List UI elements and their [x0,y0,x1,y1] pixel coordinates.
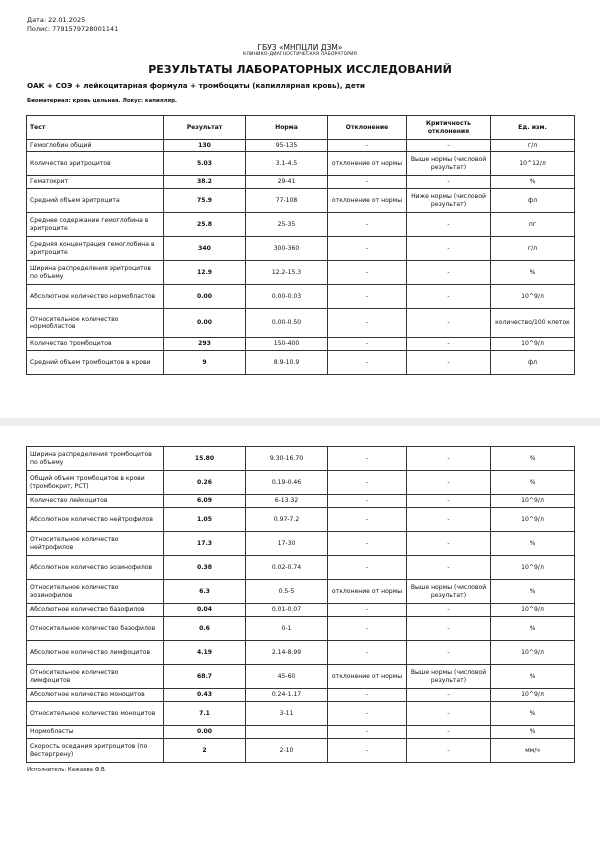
cell-test: Средний объем эритроцита [27,189,164,213]
cell-deviation: - [328,641,407,665]
cell-unit: 10^9/л [491,556,575,580]
table-row [27,447,575,471]
cell-deviation: отклонение от нормы [328,189,407,213]
cell-test: Количество лейкоцитов [27,495,164,508]
page-title: РЕЗУЛЬТАТЫ ЛАБОРАТОРНЫХ ИССЛЕДОВАНИЙ [148,63,452,76]
cell-unit: % [491,176,575,189]
cell-critical: - [407,338,491,351]
cell-result: 0.38 [164,556,246,580]
results-body-page-2 [27,447,575,763]
cell-result: 2 [164,739,246,763]
cell-unit: г/л [491,140,575,152]
cell-deviation: - [328,702,407,726]
table-row [27,176,575,189]
cell-critical: - [407,495,491,508]
cell-critical: - [407,447,491,471]
table-row [27,213,575,237]
cell-critical: - [407,532,491,556]
cell-deviation: - [328,261,407,285]
cell-norm: 8.9-10.9 [246,351,328,375]
biomaterial-info: Биоматериал: кровь цельная. Локус: капилляр. [27,98,177,104]
cell-result: 75.9 [164,189,246,213]
cell-critical: - [407,140,491,152]
col-header-critical: Критичность отклонения [407,116,491,140]
table-header-row [27,116,575,140]
cell-test: Относительное количество базофилов [27,617,164,641]
table-row [27,641,575,665]
cell-unit: % [491,471,575,495]
cell-test: Относительное количество эозинофилов [27,580,164,604]
cell-test: Скорость оседания эритроцитов (по Вестергрену) [27,739,164,763]
col-header-deviation: Отклонение [328,116,407,140]
cell-result: 15.80 [164,447,246,471]
cell-test: Ширина распределения тромбоцитов по объему [27,447,164,471]
cell-result: 0.6 [164,617,246,641]
cell-norm: 25-35 [246,213,328,237]
cell-norm: 77-108 [246,189,328,213]
cell-critical: - [407,641,491,665]
cell-result: 0.00 [164,309,246,338]
cell-norm: 3-11 [246,702,328,726]
cell-result: 0.26 [164,471,246,495]
table-row [27,508,575,532]
cell-test: Абсолютное количество нормобластов [27,285,164,309]
cell-unit: 10^9/л [491,495,575,508]
cell-unit: 10^9/л [491,285,575,309]
cell-critical: Выше нормы (числовой результат) [407,152,491,176]
cell-unit: 10^9/л [491,689,575,702]
cell-critical: - [407,261,491,285]
cell-result: 12.9 [164,261,246,285]
cell-norm: 0.00-0.03 [246,285,328,309]
table-row [27,726,575,739]
cell-norm: 3.1-4.5 [246,152,328,176]
table-row [27,580,575,604]
cell-critical: - [407,351,491,375]
cell-norm: 0.24-1.17 [246,689,328,702]
cell-deviation: - [328,726,407,739]
cell-test: Абсолютное количество нейтрофилов [27,508,164,532]
cell-unit: % [491,617,575,641]
table-row [27,702,575,726]
table-row [27,351,575,375]
cell-unit: пг [491,213,575,237]
cell-unit: 10^9/л [491,641,575,665]
cell-norm: 45-60 [246,665,328,689]
policy-number: Полис: 7791579728001141 [27,25,119,33]
cell-critical: - [407,726,491,739]
cell-test: Абсолютное количество моноцитов [27,689,164,702]
cell-test: Количество эритроцитов [27,152,164,176]
cell-test: Абсолютное количество лимфоцитов [27,641,164,665]
table-row [27,689,575,702]
report-date: Дата: 22.01.2025 [27,16,86,24]
cell-unit: мм/ч [491,739,575,763]
table-row [27,532,575,556]
cell-result: 25.8 [164,213,246,237]
cell-deviation: - [328,739,407,763]
org-name: ГБУЗ «МНПЦЛИ ДЗМ» [257,43,343,52]
cell-unit: 10^9/л [491,604,575,617]
cell-critical: - [407,285,491,309]
cell-critical: - [407,213,491,237]
results-body-page-1 [27,140,575,375]
cell-deviation: отклонение от нормы [328,152,407,176]
cell-critical: - [407,702,491,726]
cell-deviation: - [328,351,407,375]
cell-deviation: - [328,309,407,338]
cell-critical: Выше нормы (числовой результат) [407,665,491,689]
cell-norm: 2.14-8.99 [246,641,328,665]
cell-critical: - [407,176,491,189]
table-row [27,285,575,309]
cell-result: 5.03 [164,152,246,176]
table-row [27,140,575,152]
cell-norm: 29-41 [246,176,328,189]
cell-deviation: - [328,617,407,641]
table-row [27,665,575,689]
cell-deviation: отклонение от нормы [328,580,407,604]
cell-result: 293 [164,338,246,351]
table-row [27,604,575,617]
table-row [27,338,575,351]
cell-norm: 0.19-0.46 [246,471,328,495]
cell-result: 0.00 [164,726,246,739]
cell-critical: - [407,471,491,495]
cell-result: 9 [164,351,246,375]
cell-deviation: - [328,689,407,702]
cell-test: Гематокрит [27,176,164,189]
cell-test: Относительное количество нормобластов [27,309,164,338]
cell-norm: 95-135 [246,140,328,152]
cell-result: 4.19 [164,641,246,665]
cell-critical: Выше нормы (числовой результат) [407,580,491,604]
table-row [27,739,575,763]
cell-test: Нормобласты [27,726,164,739]
cell-critical: - [407,689,491,702]
cell-deviation: - [328,338,407,351]
cell-unit: % [491,447,575,471]
executor-name: Исполнитель: Кажаева Ф.В. [27,767,107,773]
results-table-page-2 [26,446,575,763]
cell-result: 0.00 [164,285,246,309]
cell-deviation: - [328,508,407,532]
cell-norm: 0.02-0.74 [246,556,328,580]
table-row [27,556,575,580]
cell-result: 0.04 [164,604,246,617]
cell-unit: % [491,702,575,726]
col-header-norm: Норма [246,116,328,140]
cell-unit: фл [491,351,575,375]
table-row [27,495,575,508]
cell-critical: - [407,237,491,261]
col-header-result: Результат [164,116,246,140]
cell-result: 38.2 [164,176,246,189]
cell-deviation: - [328,237,407,261]
cell-result: 340 [164,237,246,261]
cell-unit: % [491,665,575,689]
cell-test: Среднее содержание гемоглобина в эритроците [27,213,164,237]
cell-norm: 17-30 [246,532,328,556]
report-page-1 [0,0,600,418]
cell-unit: 10^12/л [491,152,575,176]
table-row [27,152,575,176]
cell-norm: 0.5-5 [246,580,328,604]
cell-deviation: - [328,447,407,471]
cell-deviation: - [328,532,407,556]
cell-test: Ширина распределения эритроцитов по объему [27,261,164,285]
cell-unit: 10^9/л [491,508,575,532]
cell-deviation: отклонение от нормы [328,665,407,689]
cell-critical: - [407,508,491,532]
cell-deviation: - [328,556,407,580]
cell-norm: 0-1 [246,617,328,641]
cell-result: 0.43 [164,689,246,702]
cell-result: 6.3 [164,580,246,604]
cell-test: Количество тромбоцитов [27,338,164,351]
cell-norm: 300-360 [246,237,328,261]
cell-deviation: - [328,213,407,237]
cell-result: 6.09 [164,495,246,508]
cell-result: 1.05 [164,508,246,532]
cell-unit: % [491,261,575,285]
table-row [27,189,575,213]
col-header-test: Тест [27,116,164,140]
cell-deviation: - [328,495,407,508]
cell-deviation: - [328,604,407,617]
cell-deviation: - [328,285,407,309]
cell-test: Относительное количество лимфоцитов [27,665,164,689]
cell-unit: 10^9/л [491,338,575,351]
report-page-2 [0,426,600,841]
cell-result: 7.1 [164,702,246,726]
cell-critical: Ниже нормы (числовой результат) [407,189,491,213]
cell-unit: фл [491,189,575,213]
cell-deviation: - [328,471,407,495]
cell-unit: % [491,580,575,604]
cell-norm: 9.30-16.70 [246,447,328,471]
cell-critical: - [407,617,491,641]
cell-test: Средний объем тромбоцитов в крови [27,351,164,375]
cell-norm: 2-10 [246,739,328,763]
cell-norm: 0.97-7.2 [246,508,328,532]
table-row [27,471,575,495]
cell-critical: - [407,309,491,338]
cell-norm: 0.00-0.50 [246,309,328,338]
cell-result: 68.7 [164,665,246,689]
cell-deviation: - [328,140,407,152]
cell-critical: - [407,556,491,580]
cell-unit: % [491,726,575,739]
table-row [27,237,575,261]
cell-norm: 6-13.32 [246,495,328,508]
panel-title: ОАК + СОЭ + лейкоцитарная формула + тромбоциты (капиллярная кровь), дети [27,81,365,90]
cell-unit: количество/100 клеток [491,309,575,338]
cell-test: Средняя концентрация гемоглобина в эритроците [27,237,164,261]
cell-result: 130 [164,140,246,152]
cell-critical: - [407,604,491,617]
cell-result: 17.3 [164,532,246,556]
cell-norm: 12.2-15.3 [246,261,328,285]
cell-norm: 0.01-0.07 [246,604,328,617]
cell-unit: г/л [491,237,575,261]
cell-test: Абсолютное количество эозинофилов [27,556,164,580]
org-subtitle: КЛИНИКО-ДИАГНОСТИЧЕСКАЯ ЛАБОРАТОРИЯ [243,52,357,57]
cell-test: Общий объем тромбоцитов в крови (тромбокрит, PCT) [27,471,164,495]
cell-unit: % [491,532,575,556]
col-header-unit: Ед. изм. [491,116,575,140]
cell-norm: 150-400 [246,338,328,351]
cell-critical: - [407,739,491,763]
cell-test: Абсолютное количество базофилов [27,604,164,617]
table-row [27,309,575,338]
results-table-page-1 [26,115,575,375]
cell-norm [246,726,328,739]
table-row [27,617,575,641]
cell-test: Относительное количество моноцитов [27,702,164,726]
table-row [27,261,575,285]
cell-deviation: - [328,176,407,189]
cell-test: Гемоглобин общий [27,140,164,152]
cell-test: Относительное количество нейтрофилов [27,532,164,556]
